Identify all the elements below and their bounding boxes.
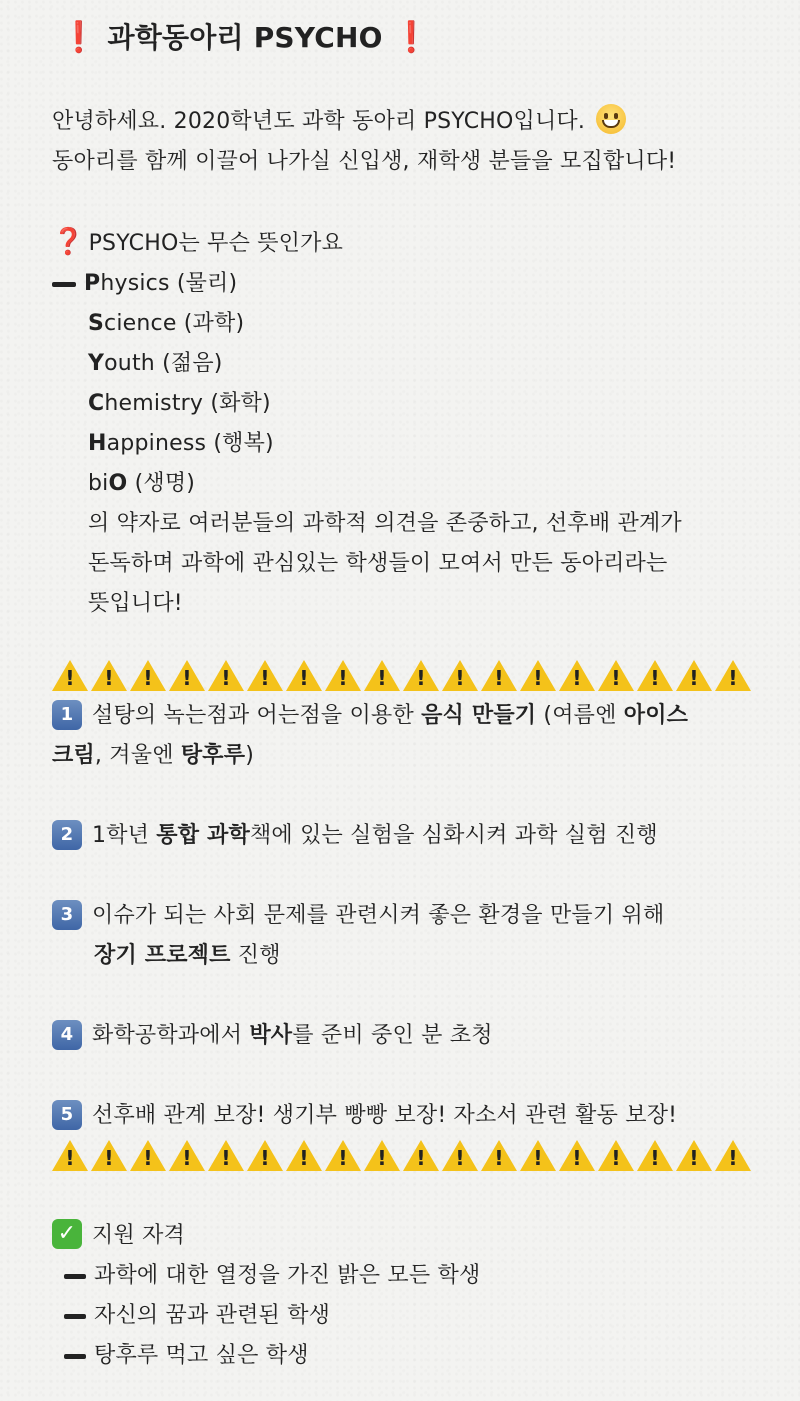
warning-icon [559,1140,595,1172]
meaning-explanation: 의 약자로 여러분들의 과학적 의견을 존중하고, 선후배 관계가 [88,511,682,536]
word-rest: hysics (물리) [100,271,238,296]
dash-icon [64,1314,86,1319]
warning-icon [364,660,400,692]
warning-icon [208,660,244,692]
warning-icon [559,660,595,692]
activity-item-continued [52,736,772,776]
warning-icon [52,660,88,692]
warning-icon [637,660,673,692]
meaning-word [52,264,772,304]
activity-bold: 장기 프로젝트 [94,943,231,968]
word-rest: outh (젊음) [104,351,223,376]
warning-icon [598,1140,634,1172]
warning-icon [130,1140,166,1172]
activity-text: 를 준비 중인 분 초청 [292,1023,493,1048]
warning-divider [52,1136,772,1176]
warning-icon [442,660,478,692]
warning-icon [325,1140,361,1172]
post-content [52,14,772,1376]
question-mark-icon: ❓ [52,227,85,257]
activity-text: , 겨울엔 [94,743,181,768]
question-text: PSYCHO는 무슨 뜻인가요 [88,231,344,256]
meaning-word [52,344,772,384]
warning-icon [52,1140,88,1172]
warning-icon [286,660,322,692]
activity-bold: 탕후루 [180,743,246,768]
intro-text: 안녕하세요. 2020학년도 과학 동아리 PSYCHO입니다. [52,109,586,134]
warning-icon [715,660,751,692]
warning-icon [442,1140,478,1172]
warning-divider [52,656,772,696]
word-initial: P [84,271,101,296]
activity-item [52,1016,772,1056]
dash-icon [64,1354,86,1359]
warning-icon [715,1140,751,1172]
warning-icon [91,1140,127,1172]
grinning-face-icon [596,104,626,134]
activity-text: 화학공학과에서 [92,1023,250,1048]
exclamation-icon: ❗ [60,20,98,55]
activity-text: (여름엔 [536,703,624,728]
activity-item [52,696,772,736]
warning-icon [403,1140,439,1172]
title-text: 과학동아리 PSYCHO [107,21,383,54]
word-initial: S [88,311,105,336]
warning-icon [91,660,127,692]
meaning-word [52,304,772,344]
warning-icon [481,660,517,692]
activity-item-continued [52,936,772,976]
dash-icon [64,1274,86,1279]
dash-icon [52,282,76,287]
activity-item [52,896,772,936]
activity-text: 1학년 [92,823,157,848]
activity-text: 진행 [230,943,281,968]
heading-text: 지원 자격 [92,1223,186,1248]
intro-line-1 [52,102,772,142]
word-rest: hemistry (화학) [104,391,271,416]
warning-icon [598,660,634,692]
meaning-word [52,424,772,464]
warning-icon [208,1140,244,1172]
eligibility-heading [52,1216,772,1256]
exclamation-icon: ❗ [392,20,431,55]
item-text: 탕후루 먹고 싶은 학생 [94,1343,309,1368]
warning-icon [286,1140,322,1172]
activity-bold: 통합 과학 [156,823,250,848]
activity-text: 선후배 관계 보장! 생기부 빵빵 보장! 자소서 관련 활동 보장! [92,1103,678,1128]
keycap-2-icon: 2 [52,820,82,850]
warning-icon [169,660,205,692]
warning-icon [247,660,283,692]
keycap-1-icon: 1 [52,700,82,730]
warning-icon [169,1140,205,1172]
activity-text: 책에 있는 실험을 심화시켜 과학 실험 진행 [249,823,658,848]
eligibility-item [52,1336,772,1376]
eligibility-item [52,1296,772,1336]
warning-icon [637,1140,673,1172]
word-rest: (생명) [127,471,196,496]
warning-icon [676,1140,712,1172]
keycap-3-icon: 3 [52,900,82,930]
word-prefix: bi [88,471,109,496]
warning-icon [403,660,439,692]
warning-icon [325,660,361,692]
eligibility-item [52,1256,772,1296]
warning-icon [247,1140,283,1172]
keycap-5-icon: 5 [52,1100,82,1130]
meaning-word [52,464,772,504]
meaning-word [52,384,772,424]
activity-bold: 음식 만들기 [421,703,537,728]
activity-item [52,1096,772,1136]
word-rest: cience (과학) [104,311,245,336]
item-text: 과학에 대한 열정을 가진 밝은 모든 학생 [94,1263,481,1288]
activity-item [52,816,772,856]
meaning-explanation: 돈독하며 과학에 관심있는 학생들이 모여서 만든 동아리라는 [88,551,668,576]
warning-icon [520,1140,556,1172]
activity-bold: 크림 [52,743,95,768]
meaning-explanation: 뜻입니다! [88,591,183,616]
activity-text: 이슈가 되는 사회 문제를 관련시켜 좋은 환경을 만들기 위해 [92,903,665,928]
meaning-question [52,222,772,264]
word-initial: Y [88,351,105,376]
warning-icon [676,660,712,692]
activity-text: 설탕의 녹는점과 어는점을 이용한 [92,703,422,728]
intro-line-2: 동아리를 함께 이끌어 나가실 신입생, 재학생 분들을 모집합니다! [52,149,677,174]
word-initial: O [108,471,128,496]
activity-bold: 아이스 [623,703,689,728]
word-initial: H [88,431,107,456]
activity-bold: 박사 [249,1023,293,1048]
warning-icon [520,660,556,692]
activity-text: ) [245,743,254,768]
warning-icon [364,1140,400,1172]
page-title [60,14,772,62]
item-text: 자신의 꿈과 관련된 학생 [94,1303,331,1328]
word-initial: C [88,391,105,416]
check-mark-icon: ✓ [52,1219,82,1249]
warning-icon [481,1140,517,1172]
keycap-4-icon: 4 [52,1020,82,1050]
word-rest: appiness (행복) [106,431,274,456]
warning-icon [130,660,166,692]
